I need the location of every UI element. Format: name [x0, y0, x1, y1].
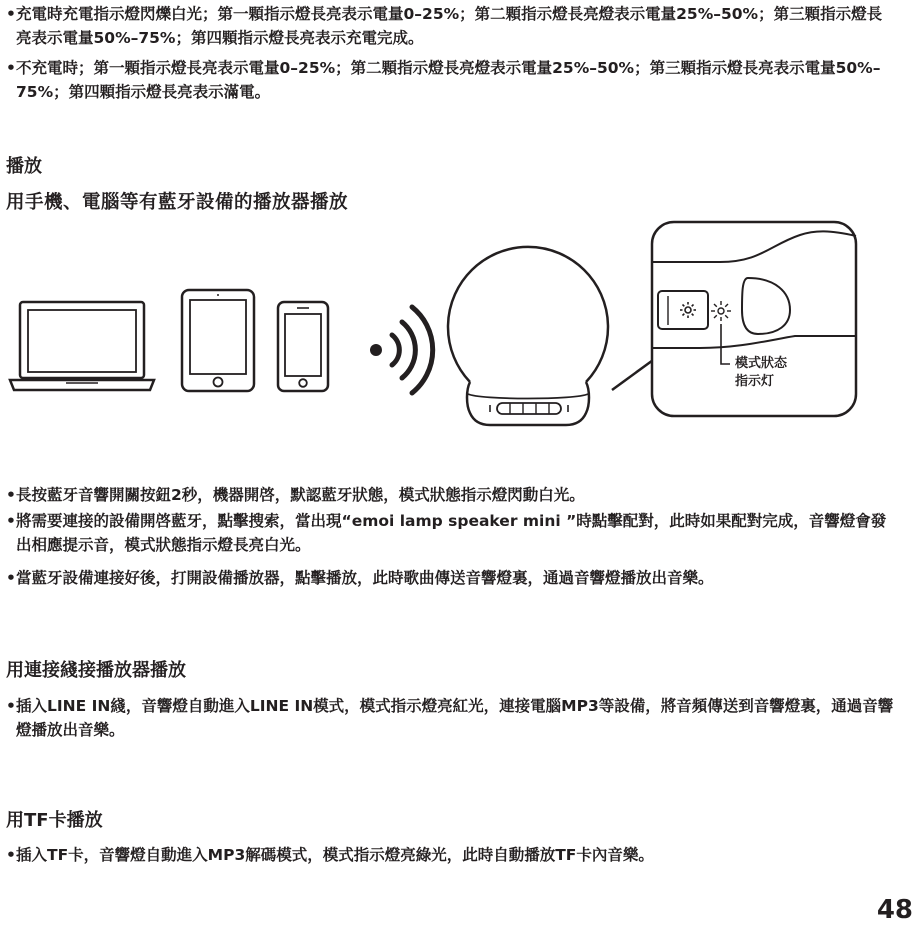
laptop-icon [10, 302, 154, 390]
bullet-dot: • [6, 5, 16, 23]
tf-card-bullet-1-text: 插入TF卡，音響燈自動進入MP3解碼模式，模式指示燈亮綠光，此時自動播放TF卡內音樂。 [16, 846, 654, 864]
playback-bullet-1 [6, 483, 896, 507]
charging-bullet-1-text: 充電時充電指示燈閃爍白光；第一顆指示燈長亮表示電量0–25%；第二顆指示燈長亮燈表示電量25%–50%；第三顆指示燈長亮表示電量50%–75%；第四顆指示燈長亮表示充電完成。 [16, 5, 883, 47]
line-in-heading: 用連接綫接播放器播放 [6, 660, 186, 681]
bullet-dot: • [6, 486, 16, 504]
bullet-dot: • [6, 569, 16, 587]
tf-card-bullet-1 [6, 843, 896, 867]
mode-indicator-label: 模式狀态指示灯 [735, 356, 788, 389]
page-number: 48 [876, 895, 913, 925]
playback-bullet-2 [6, 509, 896, 557]
playback-bullet-3-text: 當藍牙設備連接好後，打開設備播放器，點擊播放，此時歌曲傳送音響燈裏，通過音響燈播放出音樂。 [16, 569, 714, 587]
playback-bullet-2-text: 將需要連接的設備開啓藍牙，點擊搜索，當出現“emoi lamp speaker mini ”時點擊配對，此時如果配對完成，音響燈會發出相應提示音，模式狀態指示燈長亮白光。 [16, 512, 887, 554]
playback-subheading: 用手機、電腦等有藍牙設備的播放器播放 [6, 192, 349, 213]
bullet-dot: • [6, 697, 16, 715]
bullet-dot: • [6, 846, 16, 864]
phone-icon [278, 302, 328, 391]
charging-bullet-2-text: 不充電時；第一顆指示燈長亮表示電量0–25%；第二顆指示燈長亮燈表示電量25%–50%；第三顆指示燈長亮表示電量50%–75%；第四顆指示燈長亮表示滿電。 [16, 59, 881, 101]
playback-heading: 播放 [6, 156, 42, 177]
lamp-speaker-icon [448, 247, 608, 425]
line-in-bullet-1 [6, 694, 896, 742]
playback-bullet-3 [6, 566, 896, 590]
tf-card-heading: 用TF卡播放 [6, 810, 103, 831]
tablet-icon [182, 290, 254, 391]
wireless-signal-icon [370, 307, 433, 393]
line-in-bullet-1-text: 插入LINE IN綫，音響燈自動進入LINE IN模式，模式指示燈亮紅光，連接電腦MP3等設備，將音頻傳送到音響燈裏，通過音響燈播放出音樂。 [16, 697, 894, 739]
bullet-dot: • [6, 59, 16, 77]
bullet-dot: • [6, 512, 16, 530]
playback-bullet-1-text: 長按藍牙音響開關按鈕2秒，機器開啓，默認藍牙狀態，模式狀態指示燈閃動白光。 [16, 486, 585, 504]
